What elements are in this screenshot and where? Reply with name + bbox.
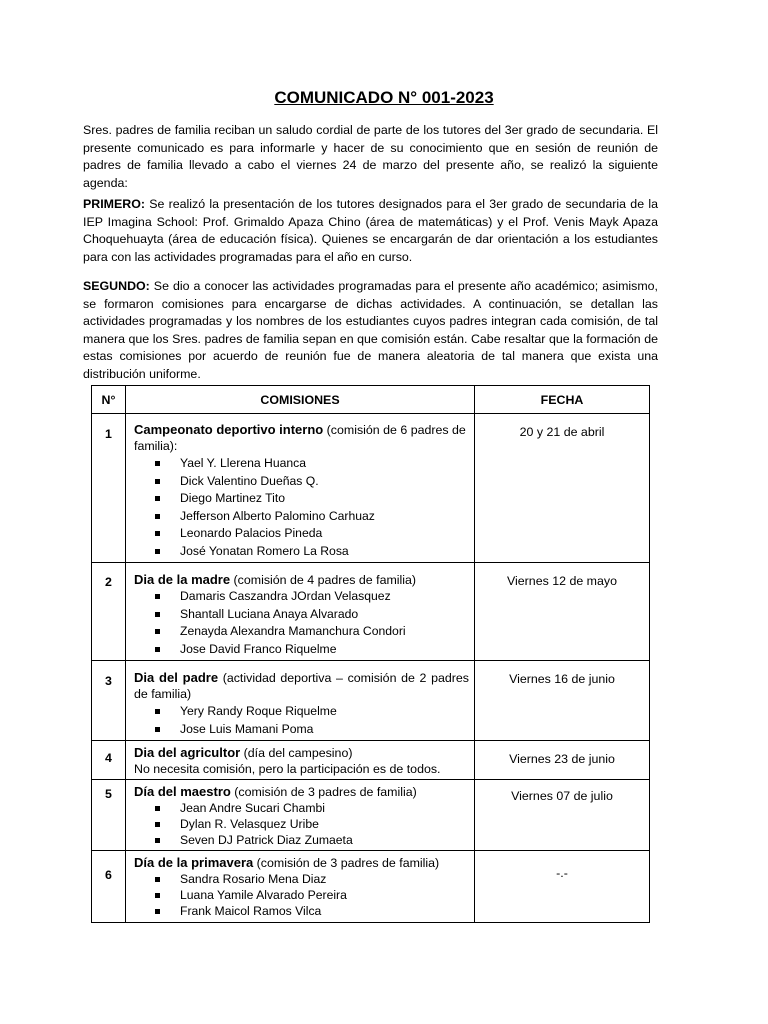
list-item: Seven DJ Patrick Diaz Zumaeta [153,832,469,848]
row-commission [126,741,475,780]
row-date: 20 y 21 de abril [475,414,650,563]
row-commission [126,414,475,563]
row-date: Viernes 12 de mayo [475,563,650,661]
member-list [134,703,469,738]
activity-name: Dia del agricultor [134,745,241,760]
list-item: Sandra Rosario Mena Diaz [153,871,469,887]
row-date: Viernes 23 de junio [475,741,650,780]
row-number: 4 [92,741,126,780]
row-date: Viernes 07 de julio [475,780,650,851]
primero-label: PRIMERO: [83,197,145,211]
member-list [134,455,469,560]
list-item: Yael Y. Llerena Huanca [153,455,469,473]
list-item: Jose David Franco Riquelme [153,641,469,659]
intro-paragraph: Sres. padres de familia reciban un saludo cordial de parte de los tutores del 3er grado de secundaria. El presente comunicado es para informarle y hacer de su conocimiento que en sesión de reunión de padres de familia llevado a cabo el viernes 24 de marzo del presente año, se realizó la siguiente agenda: [83,123,658,190]
activity-note: No necesita comisión, pero la participación es de todos. [134,762,441,776]
row-commission [126,563,475,661]
table-row [92,414,650,563]
list-item: Leonardo Palacios Pineda [153,525,469,543]
list-item: Diego Martinez Tito [153,490,469,508]
list-item: Shantall Luciana Anaya Alvarado [153,606,469,624]
list-item: José Yonatan Romero La Rosa [153,543,469,561]
row-number: 5 [92,780,126,851]
header-fecha: FECHA [475,386,650,414]
table-row [92,851,650,923]
list-item: Dick Valentino Dueñas Q. [153,473,469,491]
commissions-table [91,385,650,923]
row-number: 6 [92,851,126,923]
list-item: Frank Maicol Ramos Vilca [153,903,469,919]
row-number: 2 [92,563,126,661]
row-commission [126,851,475,923]
table-row [92,741,650,780]
list-item: Dylan R. Velasquez Uribe [153,816,469,832]
activity-name: Campeonato deportivo interno [134,422,324,437]
document-title: COMUNICADO N° 001-2023 [274,88,494,107]
activity-name: Día del maestro [134,784,231,799]
list-item: Jefferson Alberto Palomino Carhuaz [153,508,469,526]
segundo-paragraph [83,278,658,383]
row-date: Viernes 16 de junio [475,661,650,741]
activity-name: Dia del padre [134,670,219,685]
row-date: -.- [475,851,650,923]
row-commission [126,661,475,741]
member-list [134,588,469,658]
activity-name: Día de la primavera [134,855,254,870]
list-item: Luana Yamile Alvarado Pereira [153,887,469,903]
member-list [134,871,469,919]
activity-detail: (actividad deportiva – comisión de 2 padres de familia) [134,671,469,701]
table-row [92,780,650,851]
activity-name: Dia de la madre [134,572,231,587]
table-row [92,661,650,741]
activity-detail: (comisión de 4 padres de familia) [230,573,417,587]
list-item: Jose Luis Mamani Poma [153,721,469,739]
row-number: 1 [92,414,126,563]
segundo-label: SEGUNDO: [83,279,150,293]
list-item: Damaris Caszandra JOrdan Velasquez [153,588,469,606]
row-commission [126,780,475,851]
header-comisiones: COMISIONES [126,386,475,414]
activity-detail: (comisión de 3 padres de familia) [253,856,440,870]
primero-paragraph [83,196,658,266]
member-list [134,800,469,848]
row-number: 3 [92,661,126,741]
segundo-text: Se dio a conocer las actividades programadas para el presente año académico; asimismo, se formaron comisiones para encargarse de dichas actividades. A continuación, se detallan las actividades programadas y los nombres de los estudiantes cuyos padres integran cada comisión, de tal manera que los Sres. padres de familia sepan en que comisión están. Cabe resaltar que la formación de estas comisiones por acuerdo de reunión fue de manera aleatoria de tal manera que exista una distribución uniforme. [83,279,658,381]
header-num: N° [92,386,126,414]
table-row [92,563,650,661]
list-item: Jean Andre Sucari Chambi [153,800,469,816]
activity-detail: (comisión de 3 padres de familia) [230,785,417,799]
table-header-row [92,386,650,414]
list-item: Yery Randy Roque Riquelme [153,703,469,721]
activity-detail: (comisión de 6 padres de familia): [134,423,466,453]
primero-text: Se realizó la presentación de los tutores designados para el 3er grado de secundaria de la IEP Imagina School: Prof. Grimaldo Apaza Chino (área de matemáticas) y el Prof. Venis Mayk Apaza Choquehuayta (área de educación física). Quienes se encargarán de dar orientación a los estudiantes para con las actividades programadas para el año en curso. [83,197,658,264]
list-item: Zenayda Alexandra Mamanchura Condori [153,623,469,641]
activity-detail: (día del campesino) [240,746,353,760]
